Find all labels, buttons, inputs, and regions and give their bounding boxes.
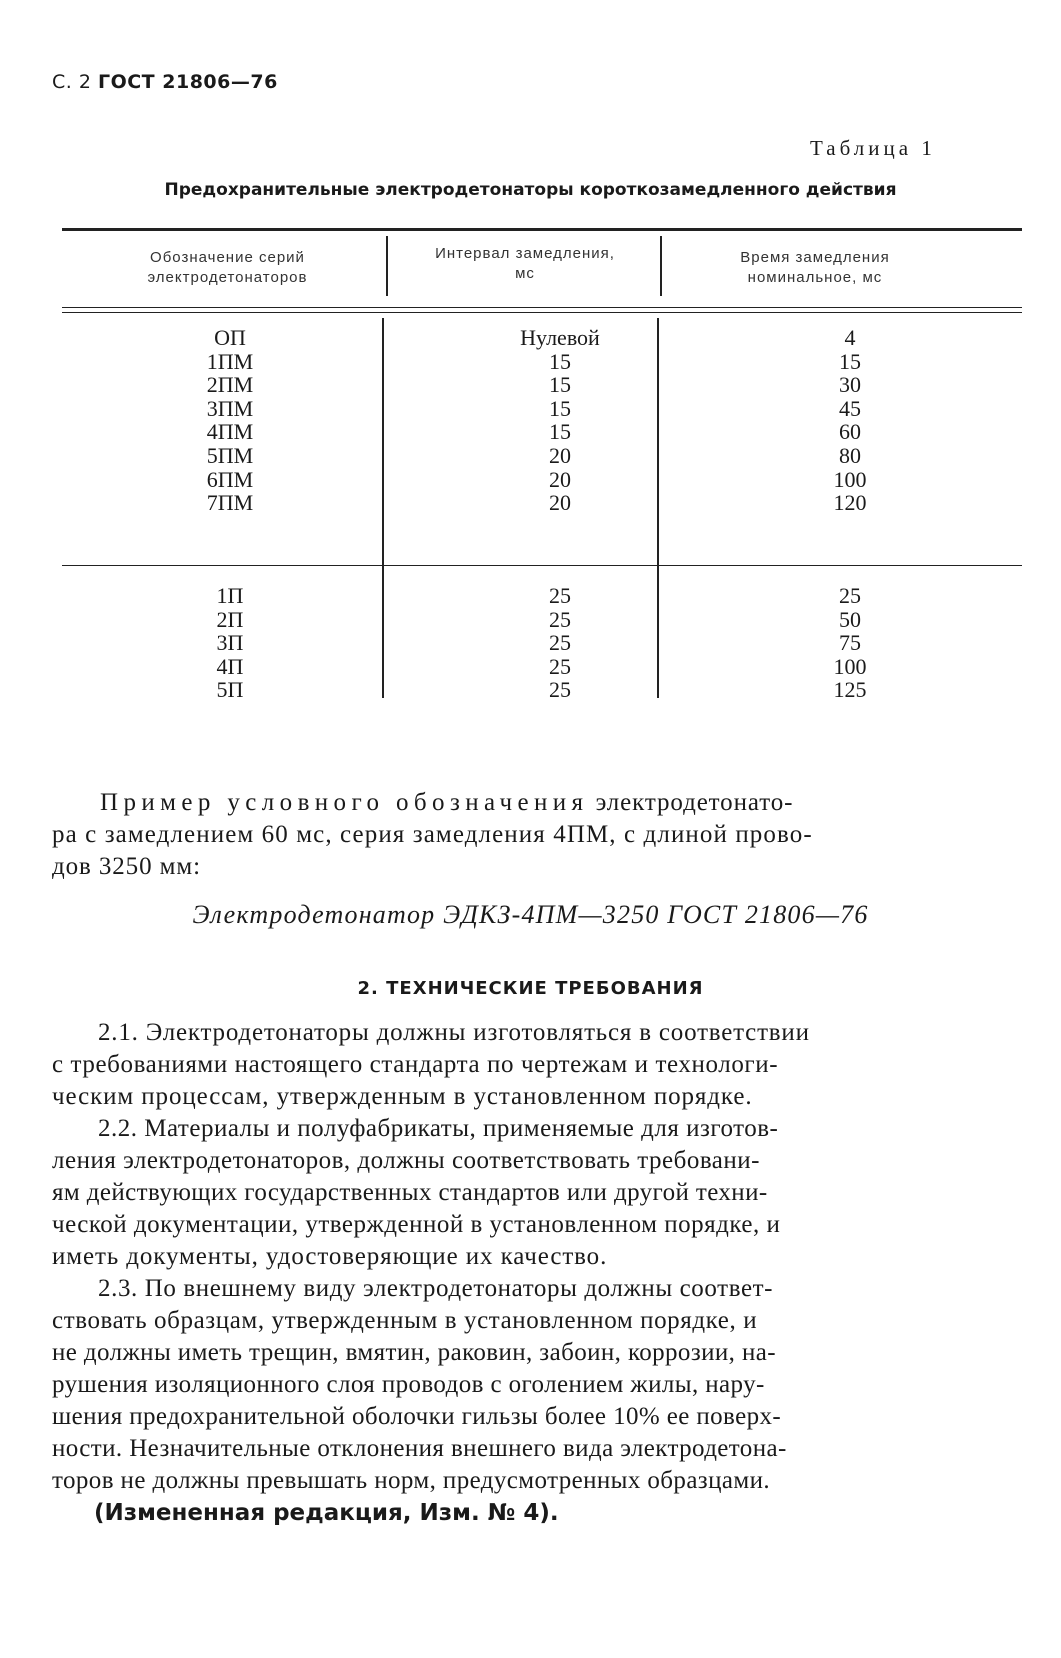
paragraph-2-1-line: с требованиями настоящего стандарта по чертежам и технологи- — [52, 1051, 779, 1078]
table-cell: 20 — [549, 466, 571, 492]
table-cell: ОП — [214, 325, 246, 350]
amendment-note: (Измененная редакция, Изм. № 4). — [94, 1500, 559, 1526]
column-header-interval: Интервал замедления, мс — [435, 245, 615, 282]
example-lead: Пример условного обозначения — [100, 789, 589, 816]
time-column-group2 — [760, 584, 940, 702]
table-cell: 1П — [216, 583, 244, 608]
example-line-3: дов 3250 мм: — [52, 853, 201, 880]
table-cell: 15 — [549, 348, 571, 374]
paragraph-2-3-line: торов не должны превышать норм, предусмотренных образцами. — [52, 1467, 771, 1494]
table-header-rule — [62, 307, 1022, 313]
table-cell: 2П — [216, 606, 244, 632]
table-cell: 45 — [839, 395, 861, 421]
header-divider-1 — [386, 236, 388, 296]
table-cell: 25 — [549, 583, 571, 608]
paragraph-2-2-line: иметь документы, удостоверяющие их качество. — [52, 1243, 608, 1270]
table-top-rule — [62, 228, 1022, 231]
header-divider-2 — [660, 236, 662, 296]
table-cell: 5П — [216, 677, 244, 703]
table-cell: 4ПМ — [206, 419, 254, 445]
table-cell: 6ПМ — [206, 466, 254, 492]
paragraph-2-2-line: ческой документации, утвержденной в установленном порядке, и — [52, 1211, 781, 1238]
table-title: Предохранительные электродетонаторы короткозамедленного действия — [164, 180, 897, 200]
interval-column-group1 — [470, 326, 650, 515]
paragraph-2-1-line: ческим процессам, утвержденным в установленном порядке. — [52, 1083, 753, 1110]
table-cell: 15 — [549, 395, 571, 421]
table-cell: 25 — [549, 653, 571, 679]
table-cell: 30 — [839, 372, 861, 398]
table-cell: 25 — [549, 630, 571, 656]
paragraph-2-3-line: 2.3. По внешнему виду электродетонаторы должны соответ- — [98, 1275, 774, 1302]
paragraph-2-3-line: рушения изоляционного слоя проводов с оголением жилы, нару- — [52, 1371, 765, 1398]
table-group-separator — [62, 565, 1022, 566]
table-cell: 15 — [839, 348, 861, 374]
table-cell: Нулевой — [520, 325, 600, 350]
table-cell: 20 — [549, 490, 571, 516]
table-cell: 125 — [833, 677, 867, 703]
column-divider-2 — [657, 318, 659, 698]
table-cell: 3П — [216, 630, 244, 656]
example-line-1: Пример условного обозначения электродетонато- — [100, 789, 794, 816]
interval-column-group2 — [470, 584, 650, 702]
paragraph-2-3-line: шения предохранительной оболочки гильзы более 10% ее поверх- — [52, 1403, 782, 1430]
table-cell: 20 — [549, 442, 571, 468]
table-cell: 4 — [844, 325, 856, 350]
paragraph-2-1-line: 2.1. Электродетонаторы должны изготовляться в соответствии — [98, 1019, 810, 1046]
column-header-time: Время замедления номинальное, мс — [740, 249, 890, 286]
table-cell: 75 — [839, 630, 861, 656]
table-cell: 80 — [839, 442, 861, 468]
paragraph-2-2-line: 2.2. Материалы и полуфабрикаты, применяемые для изготов- — [98, 1115, 779, 1142]
standard-number: ГОСТ 21806—76 — [97, 71, 278, 93]
table-cell: 25 — [549, 606, 571, 632]
table-cell: 5ПМ — [206, 442, 254, 468]
table-cell: 50 — [839, 606, 861, 632]
paragraph-2-3-line: ствовать образцам, утвержденным в установленном порядке, и — [52, 1307, 758, 1334]
table-cell: 2ПМ — [206, 372, 254, 398]
table-cell: 1ПМ — [206, 348, 254, 374]
paragraph-2-3-line: не должны иметь трещин, вмятин, раковин, забоин, коррозии, на- — [52, 1339, 776, 1366]
page-number: С. 2 — [52, 71, 92, 93]
table-cell: 60 — [839, 419, 861, 445]
table-cell: 100 — [833, 466, 867, 492]
paragraph-2-2-line: ления электродетонаторов, должны соответствовать требовани- — [52, 1147, 760, 1174]
paragraph-2-3-line: ности. Незначительные отклонения внешнего вида электродетона- — [52, 1435, 787, 1462]
table-label: Таблица 1 — [810, 136, 936, 160]
table-cell: 15 — [549, 419, 571, 445]
table-cell: 25 — [839, 583, 861, 608]
section-title: 2. ТЕХНИЧЕСКИЕ ТРЕБОВАНИЯ — [357, 978, 704, 999]
series-column-group2 — [140, 584, 320, 702]
example-line-2: ра с замедлением 60 мс, серия замедления 4ПМ, с длиной прово- — [52, 821, 813, 848]
paragraph-2-2-line: ям действующих государственных стандартов или другой техни- — [52, 1179, 768, 1206]
table-cell: 120 — [833, 490, 867, 516]
series-column-group1 — [140, 326, 320, 515]
table-cell: 4П — [216, 653, 244, 679]
table-cell: 100 — [833, 653, 867, 679]
table-cell: 7ПМ — [206, 490, 254, 516]
table-cell: 3ПМ — [206, 395, 254, 421]
table-cell: 15 — [549, 372, 571, 398]
page-header — [52, 71, 278, 93]
table-cell: 25 — [549, 677, 571, 703]
example-designation: Электродетонатор ЭДКЗ-4ПМ—3250 ГОСТ 21806—76 — [192, 900, 869, 929]
column-header-series: Обозначение серий электродетонаторов — [147, 249, 308, 286]
column-divider-1 — [382, 318, 384, 698]
time-column-group1 — [760, 326, 940, 515]
